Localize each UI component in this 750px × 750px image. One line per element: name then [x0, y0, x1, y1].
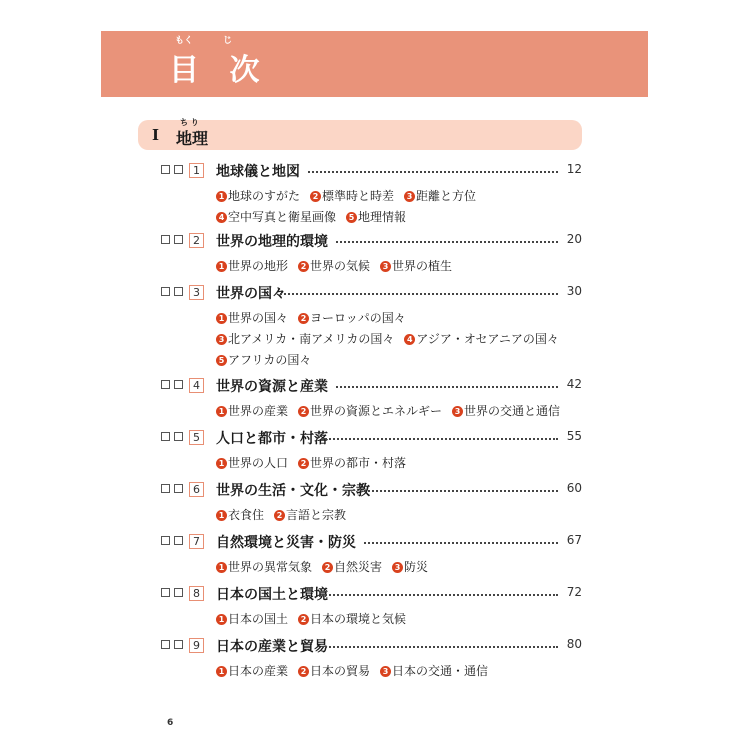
subtopic-item[interactable]: [216, 309, 288, 326]
subtopic-label: 世界の人口: [228, 456, 289, 470]
subtopic-number-badge: 1: [216, 562, 227, 573]
subtopic-number-badge: 3: [404, 191, 415, 202]
subtopic-label: 衣食住: [228, 508, 265, 522]
subtopic-number-badge: 3: [380, 261, 391, 272]
subtopic-item[interactable]: [216, 208, 336, 225]
subtopic-label: 世界の都市・村落: [310, 456, 407, 470]
subtopic-label: 日本の産業: [228, 664, 289, 678]
subtopic-item[interactable]: [274, 506, 346, 523]
subtopic-number-badge: 5: [216, 355, 227, 366]
subtopic-item[interactable]: [216, 662, 288, 679]
subtopic-item[interactable]: [298, 257, 370, 274]
subtopic-label: 標準時と時差: [322, 189, 395, 203]
subtopic-label: 世界の気候: [310, 259, 371, 273]
chapter-title[interactable]: 世界の国々: [216, 286, 286, 302]
subtopic-number-badge: 3: [216, 334, 227, 345]
dot-leader: [280, 293, 558, 295]
subtopic-label: 北アメリカ・南アメリカの国々: [228, 332, 395, 346]
subtopic-line: [216, 454, 416, 471]
progress-checkbox[interactable]: [161, 432, 170, 441]
subtopic-label: 世界の資源とエネルギー: [310, 404, 443, 418]
subtopic-item[interactable]: [216, 610, 288, 627]
subtopic-item[interactable]: [298, 662, 370, 679]
subtopic-item[interactable]: [216, 506, 264, 523]
subtopic-line: [216, 506, 356, 523]
progress-checkbox[interactable]: [174, 380, 183, 389]
subtopic-number-badge: 1: [216, 614, 227, 625]
dot-leader: [336, 241, 558, 243]
subtopic-label: 空中写真と衛星画像: [228, 210, 337, 224]
subtopic-number-badge: 4: [404, 334, 415, 345]
subtopic-item[interactable]: [216, 351, 311, 368]
subtopic-item[interactable]: [216, 187, 300, 204]
section-label: 地理: [176, 129, 209, 148]
subtopic-number-badge: 2: [274, 510, 285, 521]
chapter-title[interactable]: 日本の産業と貿易: [216, 639, 328, 655]
dot-leader: [336, 386, 558, 388]
subtopic-number-badge: 5: [346, 212, 357, 223]
subtopic-number-badge: 2: [298, 313, 309, 324]
subtopic-label: 日本の交通・通信: [392, 664, 489, 678]
dot-leader: [308, 171, 558, 173]
progress-checkbox[interactable]: [161, 165, 170, 174]
title-ruby-moku: もく: [175, 36, 194, 46]
chapter-page: 12: [566, 162, 582, 176]
progress-checkbox[interactable]: [174, 588, 183, 597]
progress-checkbox[interactable]: [174, 165, 183, 174]
subtopic-label: 日本の環境と気候: [310, 612, 407, 626]
subtopic-label: ヨーロッパの国々: [310, 311, 406, 325]
subtopic-number-badge: 3: [452, 406, 463, 417]
subtopic-line: [216, 309, 416, 326]
subtopic-label: 防災: [404, 560, 429, 574]
dot-leader: [322, 646, 558, 648]
subtopic-item[interactable]: [298, 402, 442, 419]
progress-checkbox[interactable]: [174, 287, 183, 296]
subtopic-item[interactable]: [380, 257, 452, 274]
subtopic-label: 自然災害: [334, 560, 383, 574]
subtopic-number-badge: 2: [298, 406, 309, 417]
subtopic-line: [216, 610, 416, 627]
subtopic-line: [216, 558, 438, 575]
subtopic-label: 地球のすがた: [228, 189, 301, 203]
subtopic-label: 日本の貿易: [310, 664, 371, 678]
subtopic-item[interactable]: [298, 610, 406, 627]
chapter-number: 8: [189, 586, 204, 601]
chapter-number: 5: [189, 430, 204, 445]
subtopic-label: アジア・オセアニアの国々: [416, 332, 559, 346]
subtopic-number-badge: 2: [310, 191, 321, 202]
progress-checkbox[interactable]: [161, 640, 170, 649]
progress-checkbox[interactable]: [174, 235, 183, 244]
chapter-page: 30: [566, 284, 582, 298]
subtopic-item[interactable]: [452, 402, 560, 419]
subtopic-item[interactable]: [404, 330, 559, 347]
subtopic-item[interactable]: [380, 662, 488, 679]
dot-leader: [364, 490, 558, 492]
subtopic-item[interactable]: [404, 187, 476, 204]
progress-checkbox[interactable]: [174, 640, 183, 649]
subtopic-number-badge: 1: [216, 510, 227, 521]
subtopic-item[interactable]: [216, 402, 288, 419]
subtopic-number-badge: 3: [392, 562, 403, 573]
subtopic-label: 言語と宗教: [286, 508, 347, 522]
chapter-page: 42: [566, 377, 582, 391]
chapter-title[interactable]: 日本の国土と環境: [216, 587, 328, 603]
page-title: 目 次: [169, 53, 270, 88]
section-number: I: [152, 126, 160, 144]
chapter-number: 3: [189, 285, 204, 300]
chapter-title[interactable]: 世界の資源と産業: [216, 379, 328, 395]
chapter-number: 6: [189, 482, 204, 497]
subtopic-item[interactable]: [346, 208, 406, 225]
chapter-title[interactable]: 世界の地理的環境: [216, 234, 328, 250]
chapter-number: 2: [189, 233, 204, 248]
subtopic-label: 世界の異常気象: [228, 560, 313, 574]
subtopic-number-badge: 1: [216, 406, 227, 417]
subtopic-item[interactable]: [322, 558, 382, 575]
chapter-title[interactable]: 人口と都市・村落: [216, 431, 328, 447]
page-number: 6: [167, 718, 174, 728]
chapter-title[interactable]: 自然環境と災害・防災: [216, 535, 356, 551]
subtopic-number-badge: 1: [216, 458, 227, 469]
subtopic-item[interactable]: [216, 454, 288, 471]
title-ruby-ji: じ: [223, 36, 233, 46]
subtopic-number-badge: 3: [380, 666, 391, 677]
chapter-page: 72: [566, 585, 582, 599]
progress-checkbox[interactable]: [161, 235, 170, 244]
subtopic-item[interactable]: [298, 309, 406, 326]
section-ruby: ち り: [180, 118, 199, 127]
subtopic-label: 地理情報: [358, 210, 407, 224]
subtopic-line: [216, 257, 462, 274]
contents-header: [101, 31, 648, 97]
subtopic-item[interactable]: [310, 187, 394, 204]
subtopic-number-badge: 2: [298, 614, 309, 625]
subtopic-item[interactable]: [216, 257, 288, 274]
section-heading: [138, 120, 582, 150]
subtopic-label: 世界の植生: [392, 259, 453, 273]
chapter-title[interactable]: 世界の生活・文化・宗教: [216, 483, 370, 499]
subtopic-item[interactable]: [216, 558, 312, 575]
chapter-title[interactable]: 地球儀と地図: [216, 164, 300, 180]
subtopic-label: 世界の地形: [228, 259, 289, 273]
subtopic-label: 世界の国々: [228, 311, 289, 325]
chapter-number: 7: [189, 534, 204, 549]
dot-leader: [364, 542, 558, 544]
subtopic-number-badge: 2: [298, 261, 309, 272]
subtopic-line: [216, 330, 569, 347]
subtopic-label: 距離と方位: [416, 189, 477, 203]
subtopic-number-badge: 1: [216, 666, 227, 677]
subtopic-number-badge: 1: [216, 191, 227, 202]
progress-checkbox[interactable]: [174, 536, 183, 545]
progress-checkbox[interactable]: [161, 484, 170, 493]
chapter-page: 55: [566, 429, 582, 443]
chapter-page: 80: [566, 637, 582, 651]
subtopic-number-badge: 2: [322, 562, 333, 573]
subtopic-label: アフリカの国々: [228, 353, 312, 367]
subtopic-line: [216, 208, 416, 225]
chapter-page: 60: [566, 481, 582, 495]
progress-checkbox[interactable]: [161, 536, 170, 545]
chapter-number: 4: [189, 378, 204, 393]
subtopic-line: [216, 351, 321, 368]
subtopic-line: [216, 402, 570, 419]
subtopic-number-badge: 4: [216, 212, 227, 223]
subtopic-item[interactable]: [216, 330, 394, 347]
subtopic-line: [216, 662, 498, 679]
progress-checkbox[interactable]: [161, 287, 170, 296]
dot-leader: [322, 594, 558, 596]
chapter-number: 1: [189, 163, 204, 178]
subtopic-item[interactable]: [392, 558, 428, 575]
chapter-page: 67: [566, 533, 582, 547]
subtopic-label: 日本の国土: [228, 612, 289, 626]
chapter-number: 9: [189, 638, 204, 653]
subtopic-item[interactable]: [298, 454, 406, 471]
subtopic-label: 世界の産業: [228, 404, 289, 418]
subtopic-number-badge: 1: [216, 313, 227, 324]
progress-checkbox[interactable]: [161, 588, 170, 597]
progress-checkbox[interactable]: [174, 484, 183, 493]
chapter-page: 20: [566, 232, 582, 246]
subtopic-number-badge: 2: [298, 458, 309, 469]
subtopic-label: 世界の交通と通信: [464, 404, 561, 418]
subtopic-line: [216, 187, 486, 204]
subtopic-number-badge: 1: [216, 261, 227, 272]
progress-checkbox[interactable]: [161, 380, 170, 389]
dot-leader: [322, 438, 558, 440]
progress-checkbox[interactable]: [174, 432, 183, 441]
subtopic-number-badge: 2: [298, 666, 309, 677]
